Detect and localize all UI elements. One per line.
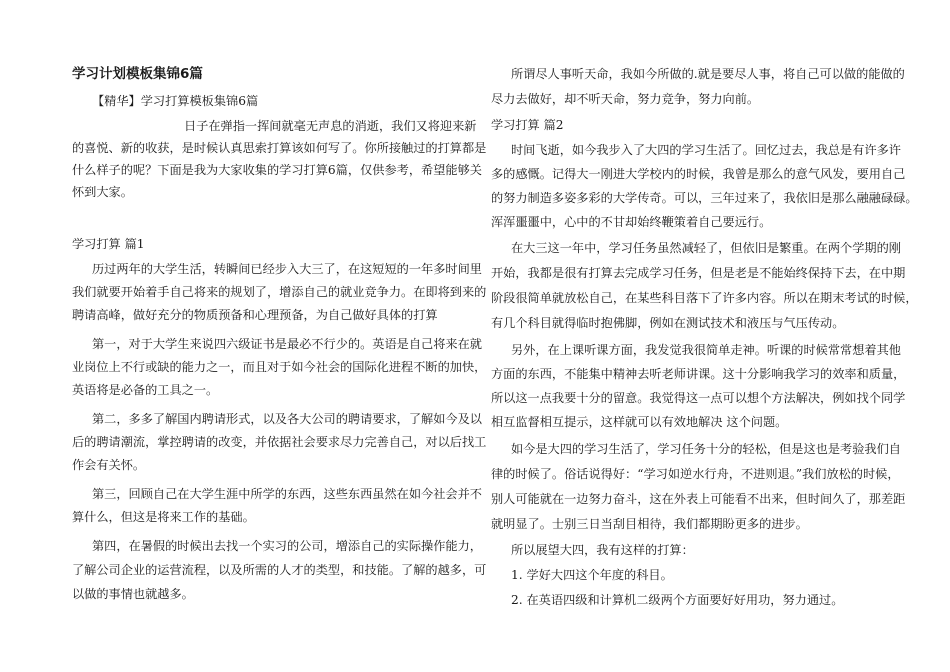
paragraph-line: 聘请高峰，做好充分的物质预备和心理预备，为自己做好具体的打算: [72, 308, 438, 322]
list-item: 2. 在英语四级和计算机二级两个方面要好好用功，努力通过。: [511, 593, 844, 607]
paragraph-line: 第二，多多了解国内聘请形式，以及各大公司的聘请要求，了解如今及以: [92, 412, 482, 426]
paragraph-line: 我们就要开始着手自己将来的规划了，增添自己的就业竞争力。在即将到来的: [72, 285, 487, 299]
paragraph-line: 时间飞逝，如今我步入了大四的学习生活了。回忆过去，我总是有许多许: [511, 143, 901, 157]
paragraph-line: 第三，回顾自己在大学生涯中所学的东西，这些东西虽然在如今社会并不: [92, 487, 482, 501]
paragraph-line: 在大三这一年中，学习任务虽然减轻了，但依旧是繁重。在两个学期的刚: [511, 241, 901, 255]
paragraph-line: 历过两年的大学生活，转瞬间已经步入大三了，在这短短的一年多时间里: [92, 262, 482, 276]
paragraph-line: 就明显了。士别三日当刮目相待，我们都期盼更多的进步。: [491, 517, 808, 531]
intro-line: 日子在弹指一挥间就毫无声息的消逝，我们又将迎来新: [184, 119, 477, 133]
paragraph-line: 了解公司企业的运营流程，以及所需的人才的类型，和技能。了解的越多，可: [72, 563, 487, 577]
intro-line: 什么样子的呢？下面是我为大家收集的学习打算6篇，仅供参考，希望能够关: [72, 163, 482, 177]
paragraph-line: 律的时候了。俗话说得好：“学习如逆水行舟，不进则退。”我们放松的时候，: [491, 467, 900, 481]
paragraph-line: 尽力去做好，却不听天命，努力竞争，努力向前。: [491, 92, 760, 106]
section-heading: 学习打算 篇1: [72, 237, 145, 251]
paragraph-line: 开始，我都是很有打算去完成学习任务，但是老是不能始终保持下去，在中期: [491, 266, 906, 280]
list-item: 1. 学好大四这个年度的科目。: [511, 568, 673, 582]
paragraph-line: 业岗位上不行或缺的能力之一，而且对于如今社会的国际化进程不断的加快，: [72, 360, 487, 374]
paragraph-line: 相互监督相互提示，这样就可以有效地解决 这个问题。: [491, 415, 788, 429]
paragraph-line: 所以这一点我要十分的留意。我觉得这一点可以想个方法解决，例如找个同学: [491, 391, 906, 405]
paragraph-line: 后的聘请潮流，掌控聘请的改变，并依据社会要求尽力完善自己，对以后找工: [72, 435, 487, 449]
paragraph-line: 方面的东西，不能集中精神去听老师讲课。这十分影响我学习的效率和质量，: [491, 367, 906, 381]
paragraph-line: 第一，对于大学生来说四六级证书是最必不行少的。英语是自己将来在就: [92, 337, 482, 351]
document-title: 学习计划模板集锦6篇: [72, 66, 203, 82]
paragraph-line: 阶段很简单就放松自己，在某些科目落下了许多内容。所以在期末考试的时候，: [491, 291, 918, 305]
paragraph-line: 浑浑噩噩中，心中的不甘却始终鞭策着自己要远行。: [491, 215, 772, 229]
paragraph-line: 有几个科目就得临时抱佛脚，例如在测试技术和液压与气压传动。: [491, 316, 845, 330]
paragraph-line: 如今是大四的学习生活了，学习任务十分的轻松，但是这也是考验我们自: [511, 442, 901, 456]
paragraph-line: 英语将是必备的工具之一。: [72, 383, 219, 397]
paragraph-line: 的努力制造多姿多彩的大学传奇。可以，三年过来了，我依旧是那么融融碌碌。: [491, 191, 918, 205]
paragraph-line: 算什么，但这是将来工作的基础。: [72, 510, 255, 524]
paragraph-line: 另外，在上课听课方面，我发觉我很简单走神。听课的时候常常想着其他: [511, 343, 901, 357]
intro-line: 的喜悦、新的收获，是时候认真思索打算该如何写了。你所接触过的打算都是: [72, 141, 487, 155]
paragraph-line: 所谓尽人事听天命，我如今所做的.就是要尽人事，将自己可以做的能做的: [511, 67, 905, 81]
paragraph-line: 多的感慨。记得大一刚进大学校内的时候，我曾是那么的意气风发，要用自己: [491, 167, 906, 181]
paragraph-line: 以做的事情也就越多。: [72, 587, 194, 601]
paragraph-line: 别人可能就在一边努力奋斗，这在外表上可能看不出来，但时间久了，那差距: [491, 492, 906, 506]
paragraph-line: 作会有关怀。: [72, 458, 146, 472]
intro-line: 怀到大家。: [72, 185, 133, 199]
paragraph-line: 所以展望大四，我有这样的打算：: [511, 543, 694, 557]
document-subtitle: 【精华】学习打算模板集锦6篇: [92, 94, 259, 108]
section-heading: 学习打算 篇2: [491, 118, 564, 132]
paragraph-line: 第四，在暑假的时候出去找一个实习的公司，增添自己的实际操作能力，: [92, 539, 482, 553]
